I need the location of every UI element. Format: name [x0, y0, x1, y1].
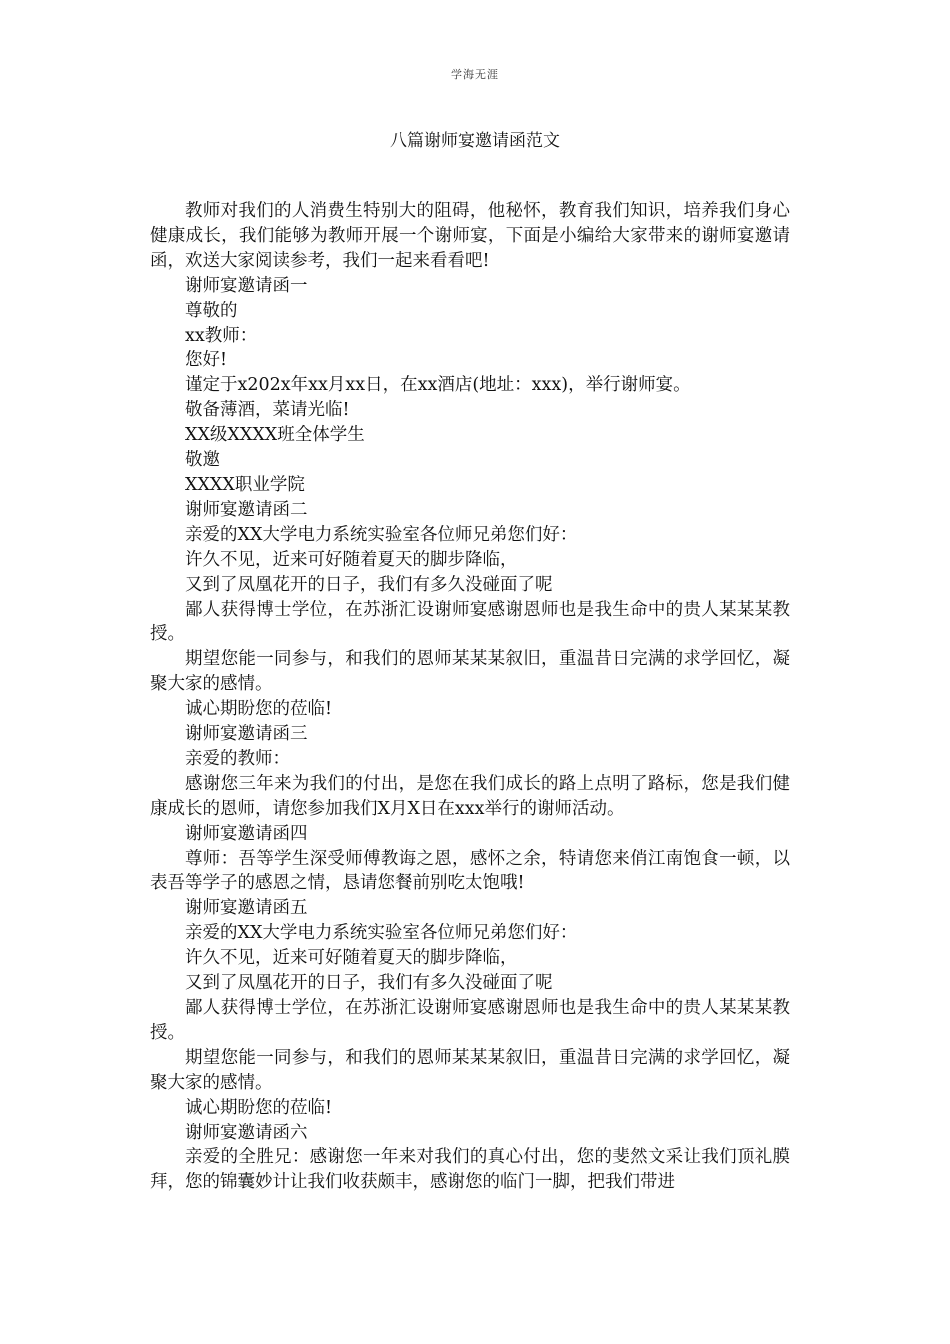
section-heading-6: 谢师宴邀请函六 [185, 1122, 308, 1143]
paragraph: 鄙人获得博士学位，在苏浙汇设谢师宴感谢恩师也是我生命中的贵人某某某教授。 [150, 599, 790, 645]
section-heading-1: 谢师宴邀请函一 [185, 275, 308, 296]
section-heading-4: 谢师宴邀请函四 [185, 823, 308, 844]
paragraph: 亲爱的教师： [185, 748, 290, 769]
paragraph: XX级XXXX班全体学生 [185, 425, 365, 446]
paragraph: 您好! [185, 350, 228, 371]
paragraph: 期望您能一同参与，和我们的恩师某某某叙旧，重温昔日完满的求学回忆，凝聚大家的感情。 [150, 649, 790, 695]
paragraph: 敬备薄酒，菜请光临! [185, 400, 350, 421]
intro-paragraph: 教师对我们的人消费生特别大的阻碍，他秘怀，教育我们知识，培养我们身心健康成长，我们能够为教师开展一个谢师宴，下面是小编给大家带来的谢师宴邀请函，欢送大家阅读参考，我们一起来看看吧! [150, 201, 790, 271]
paragraph: 许久不见，近来可好随着夏天的脚步降临， [185, 549, 518, 570]
paragraph: 鄙人获得博士学位，在苏浙汇设谢师宴感谢恩师也是我生命中的贵人某某某教授。 [150, 998, 790, 1043]
paragraph: 亲爱的全胜兄：感谢您一年来对我们的真心付出，您的斐然文采让我们顶礼膜拜，您的锦囊妙计让我们收获颇丰，感谢您的临门一脚，把我们带进 [150, 1147, 790, 1193]
paragraph: 诚心期盼您的莅临! [185, 1097, 333, 1118]
paragraph: xx教师： [185, 325, 258, 346]
paragraph: 亲爱的XX大学电力系统实验室各位师兄弟您们好： [185, 923, 578, 944]
paragraph: 又到了凤凰花开的日子，我们有多久没碰面了呢 [185, 973, 553, 994]
paragraph: 尊敬的 [185, 300, 238, 321]
paragraph: 期望您能一同参与，和我们的恩师某某某叙旧，重温昔日完满的求学回忆，凝聚大家的感情。 [150, 1047, 790, 1093]
paragraph: 尊师：吾等学生深受师傅教诲之恩，感怀之余，特请您来俏江南饱食一顿，以表吾等学子的感恩之情，恳请您餐前别吃太饱哦! [150, 848, 790, 894]
paragraph: 许久不见，近来可好随着夏天的脚步降临， [185, 948, 518, 969]
paragraph: XXXX职业学院 [185, 474, 305, 495]
document-body [150, 199, 790, 1195]
section-heading-2: 谢师宴邀请函二 [185, 499, 308, 520]
document-title: 八篇谢师宴邀请函范文 [390, 131, 560, 151]
paragraph: 又到了凤凰花开的日子，我们有多久没碰面了呢 [185, 574, 553, 595]
page-header-note: 学海无涯 [451, 68, 499, 81]
paragraph: 敬邀 [185, 450, 220, 471]
paragraph: 谨定于x202x年xx月xx日，在xx酒店(地址：xxx)，举行谢师宴。 [185, 375, 691, 396]
paragraph: 亲爱的XX大学电力系统实验室各位师兄弟您们好： [185, 524, 578, 545]
section-heading-3: 谢师宴邀请函三 [185, 724, 308, 745]
section-heading-5: 谢师宴邀请函五 [185, 898, 308, 919]
paragraph: 感谢您三年来为我们的付出，是您在我们成长的路上点明了路标，您是我们健康成长的恩师，请您参加我们X月X日在xxx举行的谢师活动。 [150, 773, 790, 819]
paragraph: 诚心期盼您的莅临! [185, 699, 333, 720]
